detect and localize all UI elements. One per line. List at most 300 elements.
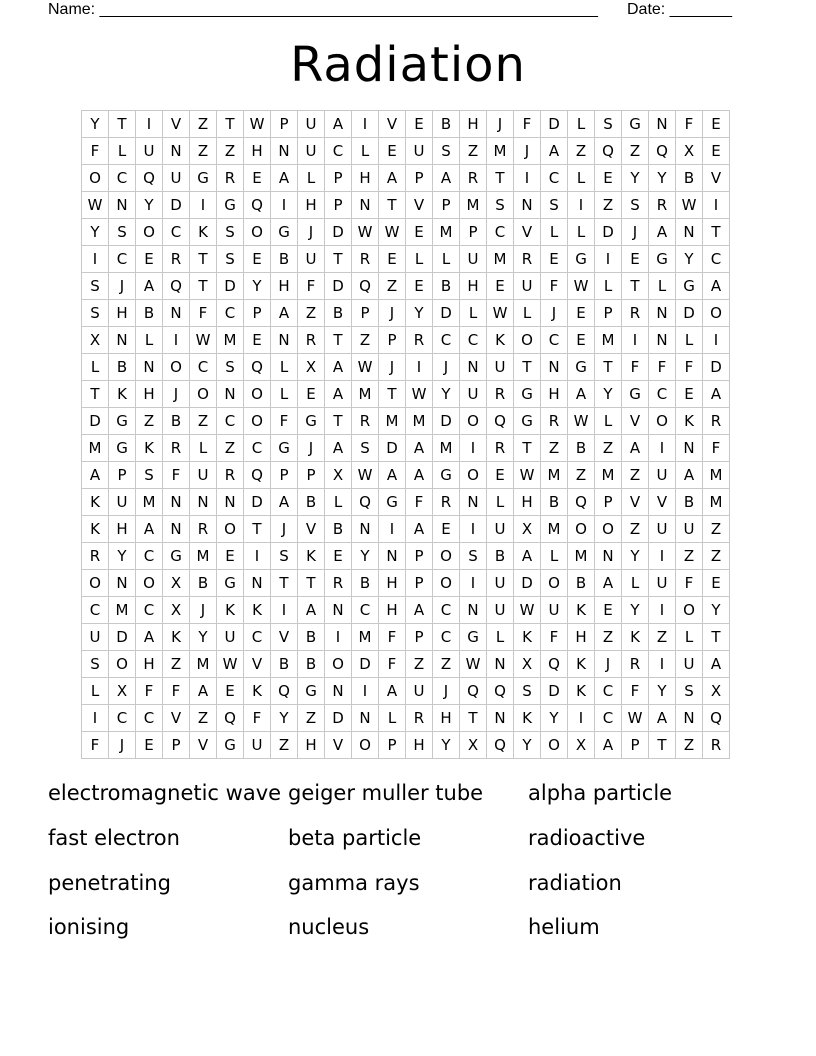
grid-cell[interactable]: Q [352, 273, 379, 300]
grid-cell[interactable]: Y [352, 543, 379, 570]
grid-cell[interactable]: M [109, 597, 136, 624]
grid-cell[interactable]: F [541, 273, 568, 300]
grid-cell[interactable]: I [244, 543, 271, 570]
grid-cell[interactable]: J [163, 381, 190, 408]
grid-cell[interactable]: X [676, 138, 703, 165]
grid-cell[interactable]: A [649, 705, 676, 732]
grid-cell[interactable]: Z [595, 624, 622, 651]
grid-cell[interactable]: O [190, 381, 217, 408]
grid-cell[interactable]: Y [190, 624, 217, 651]
grid-cell[interactable]: Y [676, 246, 703, 273]
grid-cell[interactable]: L [595, 408, 622, 435]
grid-cell[interactable]: Z [271, 732, 298, 759]
grid-cell[interactable]: H [136, 381, 163, 408]
grid-cell[interactable]: R [514, 246, 541, 273]
grid-cell[interactable]: K [82, 489, 109, 516]
grid-cell[interactable]: D [82, 408, 109, 435]
grid-cell[interactable]: H [298, 732, 325, 759]
grid-cell[interactable]: V [379, 111, 406, 138]
grid-cell[interactable]: I [82, 705, 109, 732]
grid-cell[interactable]: K [244, 597, 271, 624]
grid-cell[interactable]: O [352, 732, 379, 759]
grid-cell[interactable]: I [136, 111, 163, 138]
grid-cell[interactable]: T [244, 516, 271, 543]
grid-cell[interactable]: B [541, 489, 568, 516]
grid-cell[interactable]: K [568, 678, 595, 705]
grid-cell[interactable]: S [82, 651, 109, 678]
grid-cell[interactable]: N [541, 354, 568, 381]
grid-cell[interactable]: D [541, 678, 568, 705]
grid-cell[interactable]: L [514, 300, 541, 327]
grid-cell[interactable]: Y [622, 165, 649, 192]
grid-cell[interactable]: O [109, 651, 136, 678]
grid-cell[interactable]: J [298, 435, 325, 462]
grid-cell[interactable]: R [406, 705, 433, 732]
grid-cell[interactable]: A [271, 300, 298, 327]
grid-cell[interactable]: Z [217, 138, 244, 165]
grid-cell[interactable]: E [676, 381, 703, 408]
grid-cell[interactable]: C [595, 678, 622, 705]
grid-cell[interactable]: Y [82, 219, 109, 246]
grid-cell[interactable]: T [82, 381, 109, 408]
grid-cell[interactable]: O [568, 516, 595, 543]
grid-cell[interactable]: W [622, 705, 649, 732]
grid-cell[interactable]: O [82, 570, 109, 597]
grid-cell[interactable]: C [109, 246, 136, 273]
grid-cell[interactable]: Y [649, 678, 676, 705]
grid-cell[interactable]: V [244, 651, 271, 678]
grid-cell[interactable]: A [406, 462, 433, 489]
grid-cell[interactable]: M [568, 543, 595, 570]
grid-cell[interactable]: L [568, 165, 595, 192]
grid-cell[interactable]: P [460, 219, 487, 246]
grid-cell[interactable]: W [514, 597, 541, 624]
grid-cell[interactable]: W [82, 192, 109, 219]
grid-cell[interactable]: G [109, 435, 136, 462]
grid-cell[interactable]: H [271, 273, 298, 300]
grid-cell[interactable]: E [406, 111, 433, 138]
grid-cell[interactable]: A [379, 462, 406, 489]
grid-cell[interactable]: N [244, 570, 271, 597]
grid-cell[interactable]: G [109, 408, 136, 435]
grid-cell[interactable]: L [271, 354, 298, 381]
grid-cell[interactable]: R [163, 246, 190, 273]
grid-cell[interactable]: F [541, 624, 568, 651]
grid-cell[interactable]: T [595, 354, 622, 381]
grid-cell[interactable]: V [163, 111, 190, 138]
grid-cell[interactable]: E [325, 543, 352, 570]
grid-cell[interactable]: I [379, 516, 406, 543]
grid-cell[interactable]: U [406, 138, 433, 165]
grid-cell[interactable]: L [190, 435, 217, 462]
grid-cell[interactable]: R [622, 300, 649, 327]
grid-cell[interactable]: A [622, 435, 649, 462]
grid-cell[interactable]: M [487, 246, 514, 273]
grid-cell[interactable]: U [649, 516, 676, 543]
grid-cell[interactable]: D [514, 570, 541, 597]
grid-cell[interactable]: S [622, 192, 649, 219]
grid-cell[interactable]: H [541, 381, 568, 408]
grid-cell[interactable]: V [622, 408, 649, 435]
grid-cell[interactable]: H [352, 165, 379, 192]
grid-cell[interactable]: L [406, 246, 433, 273]
grid-cell[interactable]: Y [406, 300, 433, 327]
grid-cell[interactable]: Y [136, 192, 163, 219]
grid-cell[interactable]: N [352, 705, 379, 732]
grid-cell[interactable]: X [163, 597, 190, 624]
grid-cell[interactable]: O [460, 462, 487, 489]
grid-cell[interactable]: Z [703, 543, 730, 570]
grid-cell[interactable]: Q [649, 138, 676, 165]
grid-cell[interactable]: F [379, 624, 406, 651]
grid-cell[interactable]: U [676, 516, 703, 543]
grid-cell[interactable]: E [379, 246, 406, 273]
grid-cell[interactable]: P [109, 462, 136, 489]
grid-cell[interactable]: I [460, 570, 487, 597]
grid-cell[interactable]: T [514, 435, 541, 462]
grid-cell[interactable]: A [649, 219, 676, 246]
grid-cell[interactable]: S [676, 678, 703, 705]
grid-cell[interactable]: L [487, 489, 514, 516]
grid-cell[interactable]: C [352, 597, 379, 624]
grid-cell[interactable]: E [136, 732, 163, 759]
grid-cell[interactable]: D [325, 273, 352, 300]
grid-cell[interactable]: A [379, 678, 406, 705]
grid-cell[interactable]: B [190, 570, 217, 597]
grid-cell[interactable]: T [325, 327, 352, 354]
grid-cell[interactable]: F [163, 462, 190, 489]
grid-cell[interactable]: T [622, 273, 649, 300]
grid-cell[interactable]: Z [190, 111, 217, 138]
grid-cell[interactable]: P [406, 543, 433, 570]
grid-cell[interactable]: I [325, 624, 352, 651]
grid-cell[interactable]: O [217, 516, 244, 543]
grid-cell[interactable]: K [109, 381, 136, 408]
grid-cell[interactable]: B [136, 300, 163, 327]
grid-cell[interactable]: A [703, 273, 730, 300]
grid-cell[interactable]: D [433, 300, 460, 327]
grid-cell[interactable]: D [244, 489, 271, 516]
grid-cell[interactable]: F [271, 408, 298, 435]
grid-cell[interactable]: J [622, 219, 649, 246]
grid-cell[interactable]: V [271, 624, 298, 651]
grid-cell[interactable]: N [379, 543, 406, 570]
grid-cell[interactable]: F [190, 300, 217, 327]
grid-cell[interactable]: O [541, 732, 568, 759]
grid-cell[interactable]: N [649, 327, 676, 354]
grid-cell[interactable]: B [352, 570, 379, 597]
grid-cell[interactable]: L [460, 300, 487, 327]
grid-cell[interactable]: S [217, 219, 244, 246]
grid-cell[interactable]: J [109, 273, 136, 300]
grid-cell[interactable]: W [568, 408, 595, 435]
grid-cell[interactable]: G [379, 489, 406, 516]
grid-cell[interactable]: F [622, 678, 649, 705]
grid-cell[interactable]: N [649, 111, 676, 138]
grid-cell[interactable]: O [244, 219, 271, 246]
grid-cell[interactable]: E [379, 138, 406, 165]
grid-cell[interactable]: O [541, 570, 568, 597]
grid-cell[interactable]: H [406, 732, 433, 759]
grid-cell[interactable]: B [298, 624, 325, 651]
grid-cell[interactable]: J [271, 516, 298, 543]
grid-cell[interactable]: T [190, 246, 217, 273]
grid-cell[interactable]: Q [244, 192, 271, 219]
grid-cell[interactable]: D [541, 111, 568, 138]
grid-cell[interactable]: U [109, 489, 136, 516]
grid-cell[interactable]: T [460, 705, 487, 732]
grid-cell[interactable]: U [649, 462, 676, 489]
grid-cell[interactable]: H [298, 192, 325, 219]
grid-cell[interactable]: A [406, 435, 433, 462]
grid-cell[interactable]: L [676, 327, 703, 354]
grid-cell[interactable]: I [595, 246, 622, 273]
grid-cell[interactable]: D [379, 435, 406, 462]
grid-cell[interactable]: A [271, 489, 298, 516]
grid-cell[interactable]: O [703, 300, 730, 327]
grid-cell[interactable]: I [163, 327, 190, 354]
grid-cell[interactable]: A [271, 165, 298, 192]
grid-cell[interactable]: F [406, 489, 433, 516]
grid-cell[interactable]: Y [541, 705, 568, 732]
grid-cell[interactable]: P [271, 462, 298, 489]
grid-cell[interactable]: H [568, 624, 595, 651]
grid-cell[interactable]: Q [487, 678, 514, 705]
grid-cell[interactable]: L [109, 138, 136, 165]
grid-cell[interactable]: P [379, 327, 406, 354]
grid-cell[interactable]: L [271, 381, 298, 408]
grid-cell[interactable]: A [406, 516, 433, 543]
grid-cell[interactable]: N [325, 597, 352, 624]
grid-cell[interactable]: Z [379, 273, 406, 300]
grid-cell[interactable]: U [514, 273, 541, 300]
grid-cell[interactable]: M [487, 138, 514, 165]
grid-cell[interactable]: P [163, 732, 190, 759]
grid-cell[interactable]: Y [433, 732, 460, 759]
grid-cell[interactable]: U [460, 246, 487, 273]
grid-cell[interactable]: I [649, 435, 676, 462]
grid-cell[interactable]: E [703, 570, 730, 597]
grid-cell[interactable]: L [298, 165, 325, 192]
grid-cell[interactable]: Z [595, 192, 622, 219]
grid-cell[interactable]: T [271, 570, 298, 597]
grid-cell[interactable]: M [703, 462, 730, 489]
grid-cell[interactable]: Z [433, 651, 460, 678]
grid-cell[interactable]: P [406, 624, 433, 651]
grid-cell[interactable]: V [298, 516, 325, 543]
grid-cell[interactable]: F [82, 732, 109, 759]
grid-cell[interactable]: T [703, 219, 730, 246]
grid-cell[interactable]: G [271, 219, 298, 246]
grid-cell[interactable]: Y [109, 543, 136, 570]
grid-cell[interactable]: A [406, 597, 433, 624]
grid-cell[interactable]: F [703, 435, 730, 462]
grid-cell[interactable]: J [487, 111, 514, 138]
grid-cell[interactable]: F [136, 678, 163, 705]
grid-cell[interactable]: U [298, 111, 325, 138]
grid-cell[interactable]: S [217, 246, 244, 273]
grid-cell[interactable]: S [82, 273, 109, 300]
grid-cell[interactable]: J [379, 354, 406, 381]
grid-cell[interactable]: A [433, 165, 460, 192]
grid-cell[interactable]: T [325, 246, 352, 273]
grid-cell[interactable]: F [676, 111, 703, 138]
grid-cell[interactable]: O [514, 327, 541, 354]
grid-cell[interactable]: A [325, 111, 352, 138]
grid-cell[interactable]: L [676, 624, 703, 651]
grid-cell[interactable]: U [82, 624, 109, 651]
grid-cell[interactable]: N [676, 705, 703, 732]
grid-cell[interactable]: O [244, 408, 271, 435]
grid-cell[interactable]: D [676, 300, 703, 327]
grid-cell[interactable]: M [595, 327, 622, 354]
grid-cell[interactable]: V [649, 489, 676, 516]
grid-cell[interactable]: G [163, 543, 190, 570]
grid-cell[interactable]: Z [622, 138, 649, 165]
grid-cell[interactable]: M [82, 435, 109, 462]
grid-cell[interactable]: Q [136, 165, 163, 192]
grid-cell[interactable]: I [460, 435, 487, 462]
grid-cell[interactable]: O [136, 219, 163, 246]
grid-cell[interactable]: K [568, 651, 595, 678]
grid-cell[interactable]: S [541, 192, 568, 219]
grid-cell[interactable]: N [271, 138, 298, 165]
grid-cell[interactable]: Y [649, 165, 676, 192]
grid-cell[interactable]: E [595, 597, 622, 624]
grid-cell[interactable]: C [163, 219, 190, 246]
grid-cell[interactable]: A [325, 381, 352, 408]
grid-cell[interactable]: F [163, 678, 190, 705]
grid-cell[interactable]: Z [298, 705, 325, 732]
grid-cell[interactable]: P [622, 732, 649, 759]
grid-cell[interactable]: R [217, 165, 244, 192]
grid-cell[interactable]: H [109, 516, 136, 543]
grid-cell[interactable]: A [595, 732, 622, 759]
grid-cell[interactable]: F [82, 138, 109, 165]
grid-cell[interactable]: Y [514, 732, 541, 759]
grid-cell[interactable]: D [163, 192, 190, 219]
grid-cell[interactable]: E [487, 462, 514, 489]
grid-cell[interactable]: A [568, 381, 595, 408]
grid-cell[interactable]: B [676, 165, 703, 192]
grid-cell[interactable]: X [109, 678, 136, 705]
grid-cell[interactable]: W [190, 327, 217, 354]
grid-cell[interactable]: E [568, 327, 595, 354]
grid-cell[interactable]: E [298, 381, 325, 408]
grid-cell[interactable]: D [352, 651, 379, 678]
grid-cell[interactable]: N [514, 192, 541, 219]
grid-cell[interactable]: C [595, 705, 622, 732]
grid-cell[interactable]: M [433, 219, 460, 246]
grid-cell[interactable]: C [649, 381, 676, 408]
grid-cell[interactable]: P [406, 165, 433, 192]
grid-cell[interactable]: Z [622, 462, 649, 489]
grid-cell[interactable]: P [379, 732, 406, 759]
grid-cell[interactable]: I [514, 165, 541, 192]
grid-cell[interactable]: N [460, 489, 487, 516]
grid-cell[interactable]: A [676, 462, 703, 489]
grid-cell[interactable]: N [109, 327, 136, 354]
grid-cell[interactable]: S [136, 462, 163, 489]
grid-cell[interactable]: O [460, 408, 487, 435]
grid-cell[interactable]: M [217, 327, 244, 354]
grid-cell[interactable]: M [136, 489, 163, 516]
grid-cell[interactable]: C [541, 165, 568, 192]
grid-cell[interactable]: B [433, 273, 460, 300]
grid-cell[interactable]: U [136, 138, 163, 165]
grid-cell[interactable]: N [649, 300, 676, 327]
grid-cell[interactable]: U [217, 624, 244, 651]
grid-cell[interactable]: T [514, 354, 541, 381]
grid-cell[interactable]: O [244, 381, 271, 408]
grid-cell[interactable]: N [109, 192, 136, 219]
grid-cell[interactable]: C [217, 408, 244, 435]
grid-cell[interactable]: V [190, 732, 217, 759]
grid-cell[interactable]: R [703, 732, 730, 759]
grid-cell[interactable]: C [541, 327, 568, 354]
grid-cell[interactable]: X [460, 732, 487, 759]
grid-cell[interactable]: B [163, 408, 190, 435]
grid-cell[interactable]: O [82, 165, 109, 192]
grid-cell[interactable]: V [514, 219, 541, 246]
grid-cell[interactable]: Y [622, 597, 649, 624]
grid-cell[interactable]: F [676, 354, 703, 381]
grid-cell[interactable]: T [217, 111, 244, 138]
grid-cell[interactable]: O [595, 516, 622, 543]
grid-cell[interactable]: Z [568, 138, 595, 165]
grid-cell[interactable]: L [541, 219, 568, 246]
grid-cell[interactable]: A [136, 624, 163, 651]
grid-cell[interactable]: Q [460, 678, 487, 705]
grid-cell[interactable]: S [82, 300, 109, 327]
grid-cell[interactable]: H [460, 273, 487, 300]
grid-cell[interactable]: J [109, 732, 136, 759]
grid-cell[interactable]: X [82, 327, 109, 354]
grid-cell[interactable]: J [433, 678, 460, 705]
grid-cell[interactable]: U [487, 354, 514, 381]
grid-cell[interactable]: Q [352, 489, 379, 516]
grid-cell[interactable]: R [298, 327, 325, 354]
grid-cell[interactable]: G [568, 246, 595, 273]
grid-cell[interactable]: H [379, 597, 406, 624]
grid-cell[interactable]: R [622, 651, 649, 678]
grid-cell[interactable]: K [244, 678, 271, 705]
grid-cell[interactable]: V [703, 165, 730, 192]
grid-cell[interactable]: Z [676, 543, 703, 570]
grid-cell[interactable]: U [487, 570, 514, 597]
grid-cell[interactable]: R [406, 327, 433, 354]
grid-cell[interactable]: P [352, 300, 379, 327]
grid-cell[interactable]: K [676, 408, 703, 435]
grid-cell[interactable]: J [298, 219, 325, 246]
grid-cell[interactable]: R [703, 408, 730, 435]
grid-cell[interactable]: A [703, 651, 730, 678]
grid-cell[interactable]: T [379, 192, 406, 219]
grid-cell[interactable]: E [217, 543, 244, 570]
grid-cell[interactable]: Y [244, 273, 271, 300]
grid-cell[interactable]: G [514, 381, 541, 408]
grid-cell[interactable]: L [487, 624, 514, 651]
grid-cell[interactable]: D [595, 219, 622, 246]
grid-cell[interactable]: T [379, 381, 406, 408]
grid-cell[interactable]: M [460, 192, 487, 219]
grid-cell[interactable]: W [352, 354, 379, 381]
grid-cell[interactable]: N [352, 516, 379, 543]
grid-cell[interactable]: B [271, 651, 298, 678]
grid-cell[interactable]: X [325, 462, 352, 489]
grid-cell[interactable]: O [433, 543, 460, 570]
grid-cell[interactable]: I [406, 354, 433, 381]
